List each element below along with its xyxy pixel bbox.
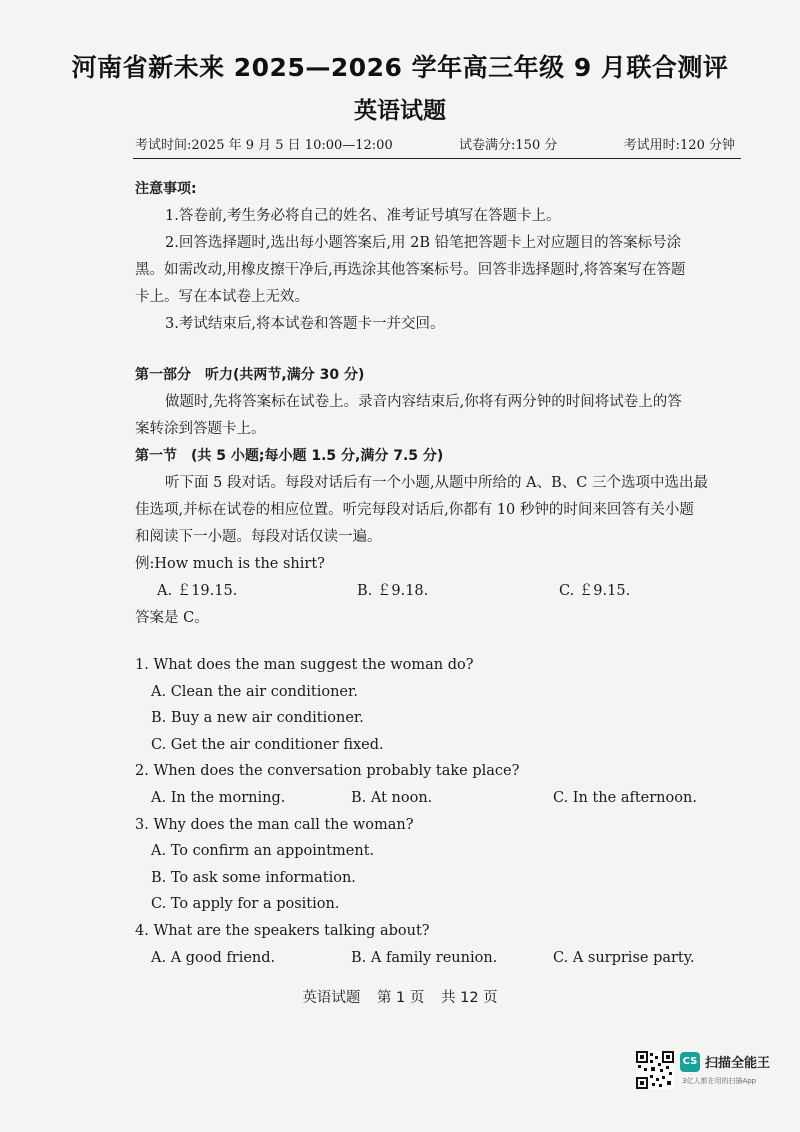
listening-part	[135, 362, 747, 632]
notice-item: 卡上。写在本试卷上无效。	[135, 289, 309, 305]
part1-intro: 案转涂到答题卡上。	[135, 421, 266, 437]
part1-intro: 做题时,先将答案标在试卷上。录音内容结束后,你将有两分钟的时间将试卷上的答	[165, 394, 682, 410]
section1-text: 听下面 5 段对话。每段对话后有一个小题,从题中所给的 A、B、C 三个选项中选出最	[165, 475, 708, 491]
question-4: 4. What are the speakers talking about?	[135, 922, 430, 939]
q4-option-c: C. A surprise party.	[553, 949, 695, 966]
footer-page: 第 1 页	[376, 990, 425, 1006]
question-1: 1. What does the man suggest the woman do?	[135, 657, 474, 673]
q4-option-b: B. A family reunion.	[351, 949, 498, 966]
full-score: 试卷满分:150 分	[459, 138, 558, 153]
q4-option-a: A. A good friend.	[151, 949, 276, 966]
camscanner-logo-icon: CS	[680, 1052, 700, 1072]
exam-title: 河南省新未来 2025—2026 学年高三年级 9 月联合测评	[71, 53, 729, 82]
example-answer: 答案是 C。	[135, 610, 209, 626]
notice-item: 1.答卷前,考生务必将自己的姓名、准考证号填写在答题卡上。	[165, 208, 561, 224]
notice-section	[135, 176, 747, 338]
part1-heading: 第一部分 听力(共两节,满分 30 分)	[135, 367, 365, 383]
header-divider	[133, 158, 741, 159]
example-question: 例:How much is the shirt?	[135, 556, 325, 572]
section1-heading: 第一节 (共 5 小题;每小题 1.5 分,满分 7.5 分)	[135, 448, 444, 464]
q3-option-c: C. To apply for a position.	[151, 896, 340, 913]
page-footer	[0, 986, 800, 1007]
example-option-c: C. ￡9.15.	[559, 583, 631, 599]
footer-total: 共 12 页	[441, 990, 498, 1006]
question-list	[135, 652, 745, 971]
q1-option-a: A. Clean the air conditioner.	[151, 683, 358, 700]
q2-option-a: A. In the morning.	[151, 789, 286, 806]
q2-option-c: C. In the afternoon.	[553, 789, 697, 806]
duration: 考试用时:120 分钟	[623, 138, 735, 153]
q2-option-b: B. At noon.	[351, 789, 433, 806]
example-option-a: A. ￡19.15.	[157, 583, 238, 599]
q4-options	[135, 945, 745, 972]
footer-subject: 英语试题	[302, 990, 361, 1006]
section1-text: 佳选项,并标在试卷的相应位置。听完每段对话后,你都有 10 秒钟的时间来回答有关小题	[135, 502, 694, 518]
exam-subtitle: 英语试题	[354, 98, 446, 124]
q3-option-a: A. To confirm an appointment.	[151, 843, 375, 860]
qr-code-icon	[636, 1051, 674, 1089]
camscanner-name: 扫描全能王	[705, 1056, 771, 1071]
camscanner-slogan: 3亿人都在用的扫描App	[682, 1077, 757, 1085]
notice-item: 2.回答选择题时,选出每小题答案后,用 2B 铅笔把答题卡上对应题目的答案标号涂	[165, 235, 682, 251]
q1-option-c: C. Get the air conditioner fixed.	[151, 736, 384, 753]
exam-info-bar	[135, 134, 735, 153]
notice-item: 黑。如需改动,用橡皮擦干净后,再选涂其他答案标号。回答非选择题时,将答案写在答题	[135, 262, 686, 278]
q1-option-b: B. Buy a new air conditioner.	[151, 710, 364, 727]
notice-heading: 注意事项:	[135, 181, 197, 197]
section1-text: 和阅读下一小题。每段对话仅读一遍。	[135, 529, 382, 545]
exam-time: 考试时间:2025 年 9 月 5 日 10:00—12:00	[135, 138, 393, 153]
question-3: 3. Why does the man call the woman?	[135, 816, 414, 833]
question-2: 2. When does the conversation probably take place?	[135, 763, 520, 780]
q3-option-b: B. To ask some information.	[151, 869, 356, 886]
example-option-b: B. ￡9.18.	[357, 583, 429, 599]
notice-item: 3.考试结束后,将本试卷和答题卡一并交回。	[165, 316, 445, 332]
example-options	[135, 578, 747, 605]
q2-options	[135, 785, 745, 812]
